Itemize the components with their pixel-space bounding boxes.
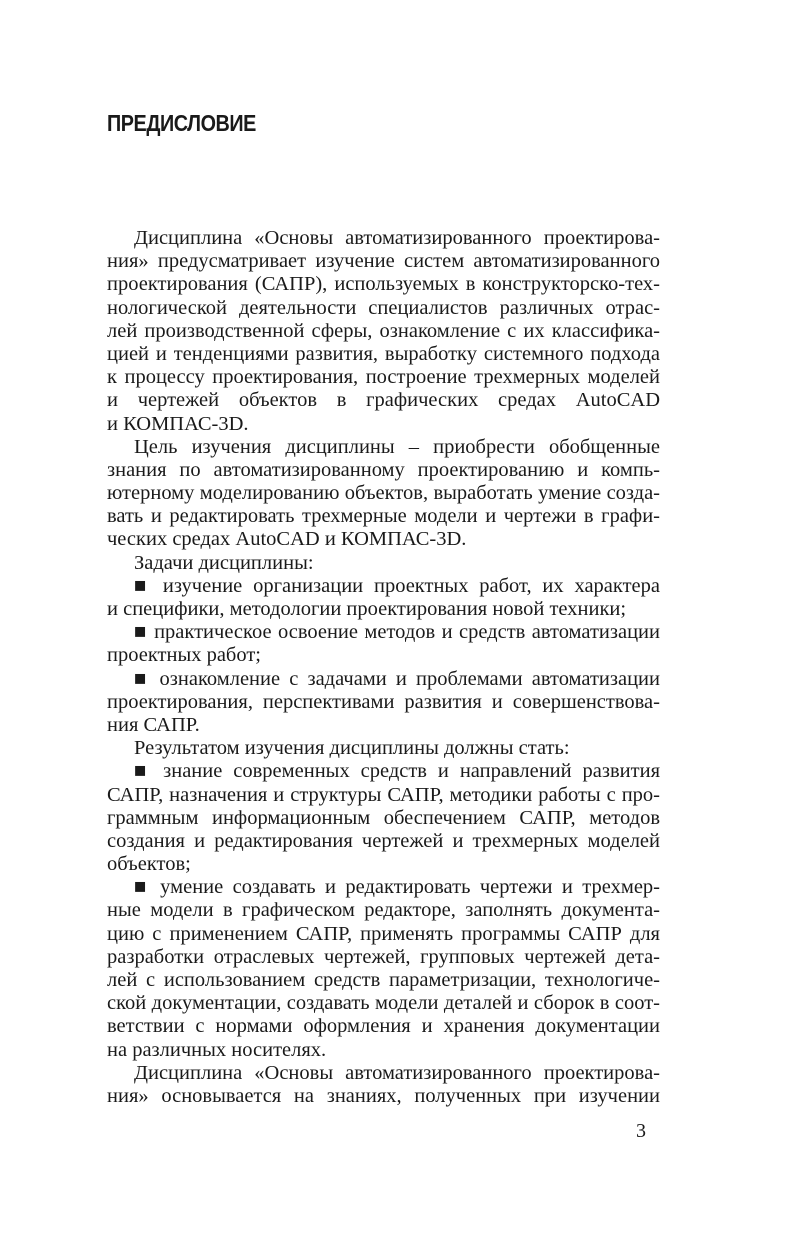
text-line: объектов; xyxy=(107,853,191,876)
text-line: ния» основывается на знаниях, полученных при изучении xyxy=(107,1084,660,1107)
text-line: на различных носителях. xyxy=(107,1038,327,1061)
text-line: САПР, назначения и структуры САПР, методики работы с про- xyxy=(107,783,660,806)
text-line: к процессу проектирования, построение трехмерных моделей xyxy=(107,366,660,389)
text-line: цией и тенденциями развития, выработку системного подхода xyxy=(107,342,660,365)
paragraph xyxy=(107,668,660,738)
paragraph xyxy=(107,621,660,667)
text-line: проектирования, перспективами развития и совершенствова- xyxy=(107,690,660,713)
page-title: ПРЕДИСЛОВИЕ xyxy=(107,110,256,136)
text-line: проектирования (САПР), используемых в конструкторско-тех- xyxy=(107,273,660,296)
text-line: ютерному моделированию объектов, выработать умение созда- xyxy=(107,482,660,505)
text-line: нологической деятельности специалистов различных отрас- xyxy=(107,296,660,319)
text-line: ветствии с нормами оформления и хранения документации xyxy=(107,1015,660,1038)
text-line: Дисциплина «Основы автоматизированного проектирова- xyxy=(134,227,660,249)
text-line: Цель изучения дисциплины – приобрести обобщенные xyxy=(134,435,660,458)
text-line: ■ изучение организации проектных работ, их характера xyxy=(134,574,660,597)
text-line: ■ практическое освоение методов и средств автоматизации xyxy=(134,621,660,644)
text-line: ■ умение создавать и редактировать чертежи и трехмер- xyxy=(134,876,660,899)
text-line: ■ ознакомление с задачами и проблемами автоматизации xyxy=(134,667,660,690)
text-line: ния» предусматривает изучение систем автоматизированного xyxy=(107,250,660,273)
text-line: цию с применением САПР, применять программы САПР для xyxy=(107,922,660,945)
text-line: и специфики, методологии проектирования новой техники; xyxy=(107,598,627,620)
text-line: ■ знание современных средств и направлений развития xyxy=(134,760,660,783)
paragraph xyxy=(107,436,660,552)
page-number: 3 xyxy=(636,1120,646,1142)
text-line: лей с использованием средств параметризации, технологиче- xyxy=(107,969,660,991)
text-line: и чертежей объектов в графических средах AutoCAD xyxy=(107,389,660,412)
paragraph xyxy=(107,1062,660,1108)
text-line: граммным информационным обеспечением САПР, методов xyxy=(107,806,660,829)
text-line: Дисциплина «Основы автоматизированного проектирова- xyxy=(134,1061,660,1084)
text-line: ния САПР. xyxy=(107,713,200,736)
paragraph xyxy=(107,227,660,436)
text-line: знания по автоматизированному проектированию и компь- xyxy=(107,458,660,481)
text-line: ные модели в графическом редакторе, заполнять документа- xyxy=(107,899,660,922)
text-line: ческих средах AutoCAD и КОМПАС-3D. xyxy=(107,528,467,551)
body-text xyxy=(107,227,660,1108)
paragraph xyxy=(107,737,660,760)
paragraph xyxy=(107,575,660,621)
text-line: ской документации, создавать модели деталей и сборок в соот- xyxy=(107,992,660,1015)
text-line: вать и редактировать трехмерные модели и чертежи в графи- xyxy=(107,505,660,528)
text-line: создания и редактирования чертежей и трехмерных моделей xyxy=(107,829,660,852)
text-line: Результатом изучения дисциплины должны стать: xyxy=(134,737,570,760)
text-line: Задачи дисциплины: xyxy=(134,551,314,574)
text-line: лей производственной сферы, ознакомление с их классифика- xyxy=(107,319,660,342)
paragraph xyxy=(107,552,660,575)
paragraph xyxy=(107,876,660,1062)
text-line: проектных работ; xyxy=(107,644,262,667)
text-line: и КОМПАС-3D. xyxy=(107,412,249,435)
paragraph xyxy=(107,760,660,876)
text-line: разработки отраслевых чертежей, групповых чертежей дета- xyxy=(107,945,660,968)
